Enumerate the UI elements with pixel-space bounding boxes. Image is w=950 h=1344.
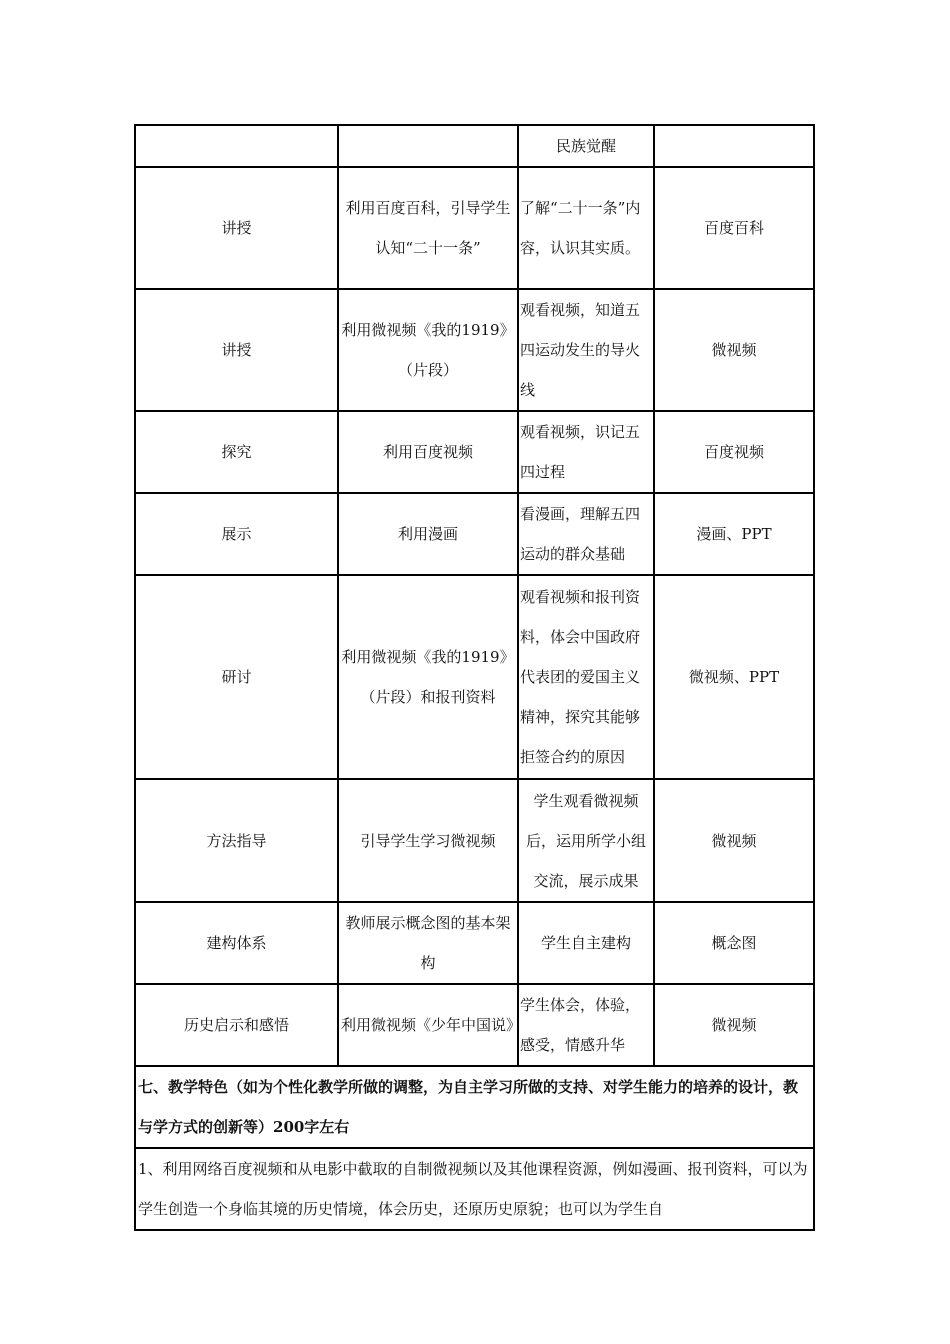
cell-student: 了解“二十一条”内容，认识其实质。 [518, 167, 654, 289]
cell-student: 观看视频，知道五四运动发生的导火线 [518, 289, 654, 411]
cell-teacher [338, 125, 518, 167]
cell-resource: 概念图 [654, 902, 814, 984]
table-row [135, 984, 814, 1066]
section-heading-row [135, 1066, 814, 1148]
cell-resource: 微视频 [654, 289, 814, 411]
cell-teacher: 引导学生学习微视频 [338, 779, 518, 902]
cell-student: 学生自主建构 [518, 902, 654, 984]
cell-student: 看漫画，理解五四运动的群众基础 [518, 493, 654, 575]
section7-heading: 七、教学特色（如为个性化教学所做的调整，为自主学习所做的支持、对学生能力的培养的设计，教与学方式的创新等）200字左右 [135, 1066, 814, 1148]
table-row [135, 779, 814, 902]
cell-activity: 讲授 [135, 167, 338, 289]
cell-activity: 历史启示和感悟 [135, 984, 338, 1066]
cell-resource: 百度百科 [654, 167, 814, 289]
cell-resource: 微视频、PPT [654, 575, 814, 779]
cell-activity: 建构体系 [135, 902, 338, 984]
cell-teacher: 教师展示概念图的基本架构 [338, 902, 518, 984]
cell-activity: 方法指导 [135, 779, 338, 902]
table-row [135, 411, 814, 493]
table-row [135, 167, 814, 289]
cell-activity: 展示 [135, 493, 338, 575]
table-row [135, 289, 814, 411]
table-row [135, 493, 814, 575]
cell-teacher: 利用微视频《我的1919》（片段） [338, 289, 518, 411]
cell-teacher: 利用微视频《少年中国说》 [338, 984, 518, 1066]
cell-resource: 百度视频 [654, 411, 814, 493]
cell-student: 民族觉醒 [518, 125, 654, 167]
cell-resource [654, 125, 814, 167]
cell-resource: 漫画、PPT [654, 493, 814, 575]
cell-activity: 探究 [135, 411, 338, 493]
section7-paragraph: 1、利用网络百度视频和从电影中截取的自制微视频以及其他课程资源，例如漫画、报刊资料，可以为学生创造一个身临其境的历史情境，体会历史，还原历史原貌；也可以为学生自 [135, 1148, 814, 1230]
table-row [135, 902, 814, 984]
cell-student: 观看视频和报刊资料，体会中国政府代表团的爱国主义精神，探究其能够拒签合约的原因 [518, 575, 654, 779]
cell-activity [135, 125, 338, 167]
cell-teacher: 利用百度百科，引导学生认知“二十一条” [338, 167, 518, 289]
cell-resource: 微视频 [654, 984, 814, 1066]
cell-teacher: 利用微视频《我的1919》（片段）和报刊资料 [338, 575, 518, 779]
cell-student: 观看视频，识记五四过程 [518, 411, 654, 493]
cell-student: 学生体会，体验，感受，情感升华 [518, 984, 654, 1066]
cell-resource: 微视频 [654, 779, 814, 902]
cell-activity: 讲授 [135, 289, 338, 411]
section-body-row [135, 1148, 814, 1230]
cell-activity: 研讨 [135, 575, 338, 779]
cell-teacher: 利用漫画 [338, 493, 518, 575]
table-row [135, 125, 814, 167]
lesson-table [134, 124, 815, 1231]
cell-teacher: 利用百度视频 [338, 411, 518, 493]
cell-student: 学生观看微视频后，运用所学小组交流，展示成果 [518, 779, 654, 902]
table-row [135, 575, 814, 779]
